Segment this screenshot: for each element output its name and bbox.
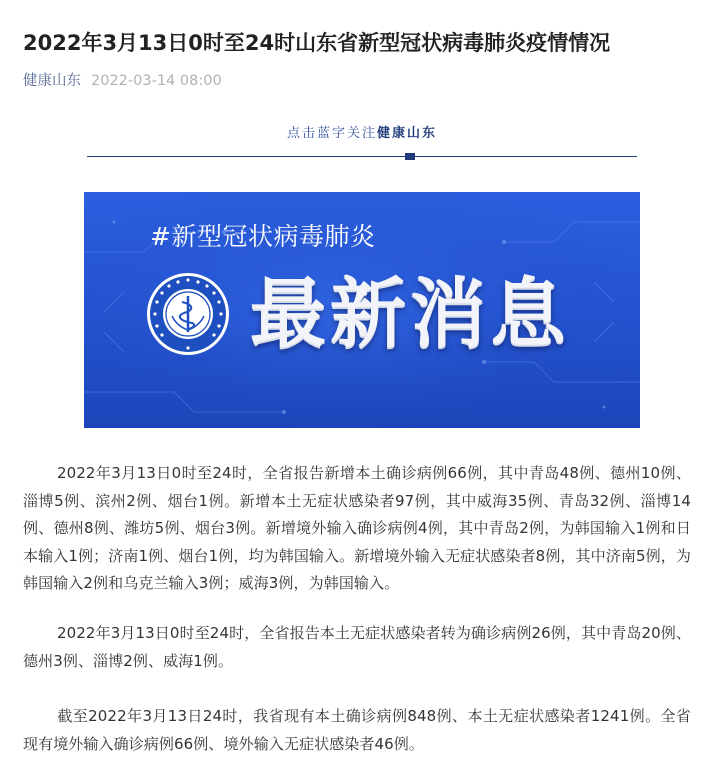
follow-divider-marker: [405, 153, 415, 160]
publish-time: 2022-03-14 08:00: [91, 73, 222, 89]
follow-prompt-prefix: 点击蓝字关注: [286, 126, 377, 141]
news-banner-image: [84, 192, 640, 428]
banner-hashtag: #新型冠状病毒肺炎: [150, 222, 376, 251]
paragraph-new-cases: [23, 460, 691, 598]
account-name-link[interactable]: 健康山东: [23, 73, 81, 89]
article-title: 2022年3月13日0时至24时山东省新型冠状病毒肺炎疫情情况: [23, 31, 611, 55]
article-meta: [23, 70, 222, 92]
paragraph-text: 截至2022年3月13日24时，我省现有本土确诊病例848例、本土无症状感染者1241例。全省现有境外输入确诊病例66例、境外输入无症状感染者46例。: [23, 707, 691, 753]
follow-prompt-account: 健康山东: [377, 126, 438, 141]
health-commission-emblem-icon: [146, 272, 230, 356]
paragraph-current-totals: [23, 703, 691, 758]
paragraph-text: 2022年3月13日0时至24时，全省报告新增本土确诊病例66例，其中青岛48例、德州10例、淄博5例、滨州2例、烟台1例。新增本土无症状感染者97例，其中威海35例、青岛32例、淄博14例、德州8例、潍坊5例、烟台3例。新增境外输入确诊病例4例，其中青岛2例，为韩国输入1例和日本输入1例；济南1例、烟台1例，均为韩国输入。新增境外输入无症状感染者8例，其中济南5例，为韩国输入2例和乌克兰输入3例；威海3例，为韩国输入。: [23, 464, 691, 592]
paragraph-text: 2022年3月13日0时至24时，全省报告本土无症状感染者转为确诊病例26例，其中青岛20例、德州3例、淄博2例、威海1例。: [23, 624, 691, 670]
banner-headline: 最新消息: [250, 269, 570, 358]
follow-prompt-text: [287, 122, 437, 146]
paragraph-conversions: [23, 620, 691, 675]
follow-prompt[interactable]: [87, 122, 637, 157]
